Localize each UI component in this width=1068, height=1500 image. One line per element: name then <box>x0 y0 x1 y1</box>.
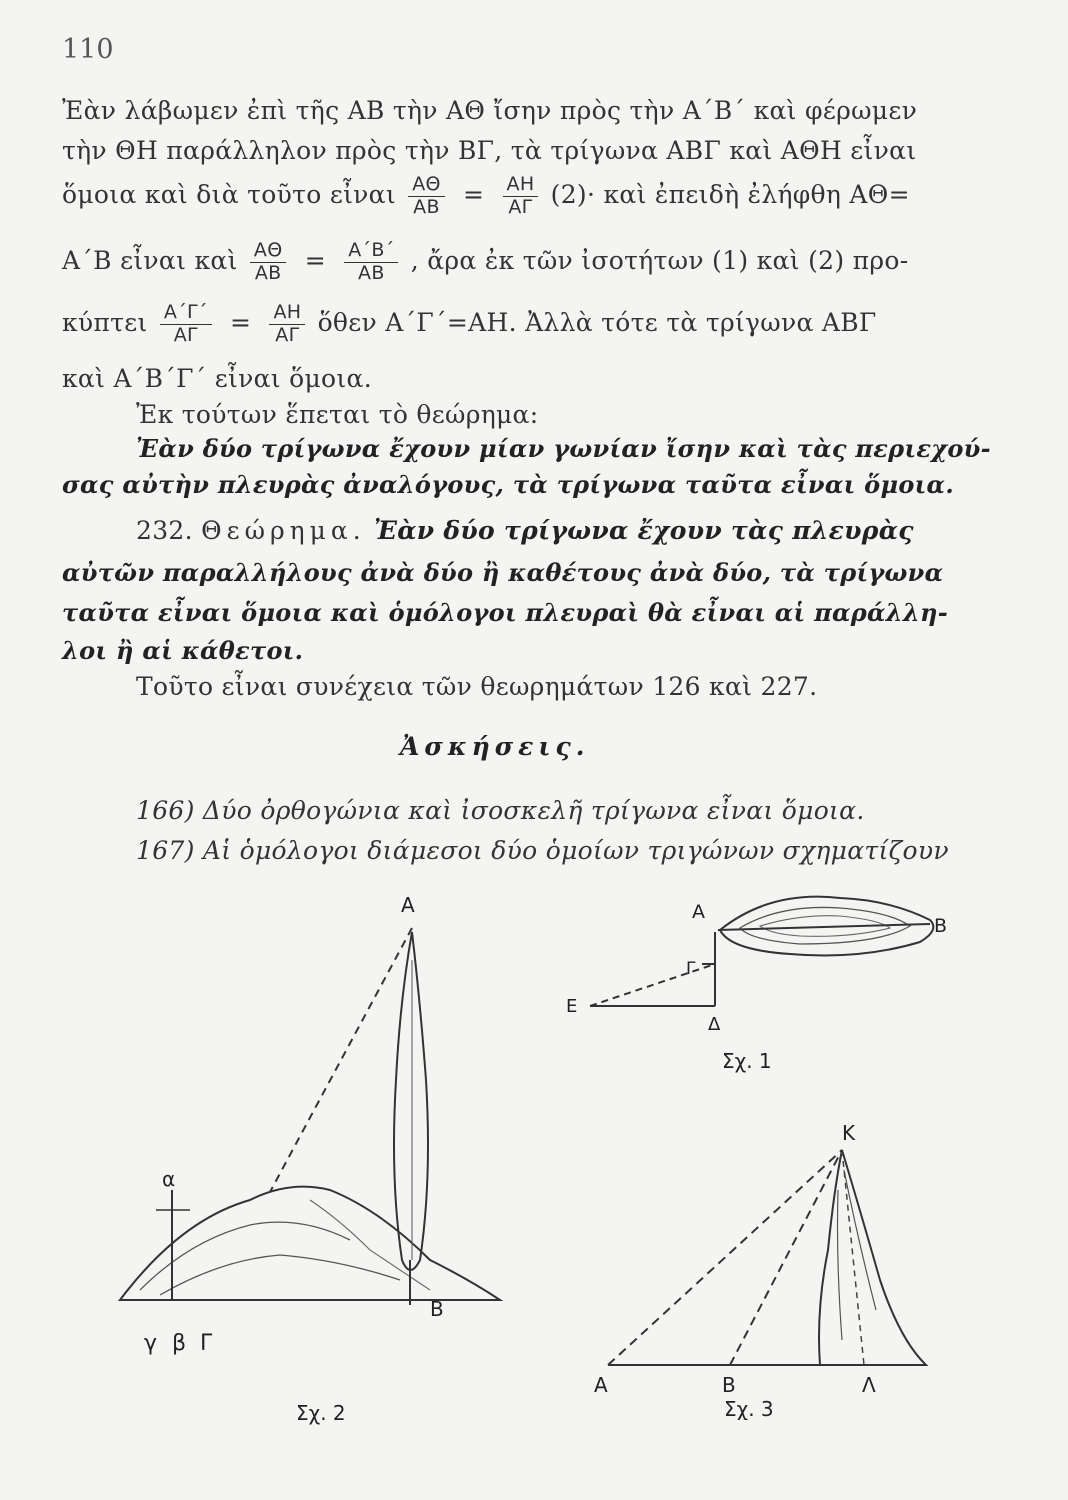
figure-3-peak <box>580 1110 980 1420</box>
para1-line1: Ἐὰν λάβωμεν ἐπὶ τῆς ΑΒ τὴν ΑΘ ἴσην πρὸς τὴν Α΄Β΄ καὶ φέρωμεν <box>62 96 918 125</box>
label-Gamma: Γ <box>686 959 696 979</box>
continuation-text: Τοῦτο εἶναι συνέχεια τῶν θεωρημάτων 126 καὶ 227. <box>136 672 818 701</box>
para1-line6: καὶ Α΄Β΄Γ΄ εἶναι ὅμοια. <box>62 364 372 393</box>
frac-num: Α΄Β΄ <box>344 240 398 263</box>
line-AB <box>718 924 930 930</box>
cypress-tree <box>394 932 428 1270</box>
equals-sign: = <box>304 245 326 275</box>
label-K: K <box>842 1121 856 1145</box>
label-B: B <box>934 915 948 937</box>
label-Gamma: Γ <box>200 1331 213 1356</box>
fraction-ah-ag-2 <box>269 302 305 347</box>
sight-line-E <box>590 964 715 1006</box>
para1-line5-end: ὅθεν Α΄Γ΄=ΑΗ. Ἀλλὰ τότε τὰ τρίγωνα ΑΒΓ <box>317 307 877 337</box>
label-Delta: Δ <box>708 1014 721 1035</box>
label-Lambda: Λ <box>862 1373 876 1397</box>
frac-num: ΑΗ <box>503 174 539 197</box>
label-A: A <box>692 901 705 923</box>
label-B: B <box>430 1297 444 1321</box>
para1-line3-start: ὅμοια καὶ διὰ τοῦτο εἶναι <box>62 179 396 209</box>
frac-num: ΑΘ <box>408 174 445 197</box>
label-A: A <box>401 893 415 917</box>
theorem232-line4: λοι ἢ αἱ κάθετοι. <box>62 636 304 665</box>
fraction-ath-ab-2 <box>250 240 287 285</box>
peak-shading <box>844 1170 876 1310</box>
exercises-heading: Ἀσκήσεις. <box>400 732 590 761</box>
theorem232-line1 <box>136 516 914 545</box>
peak-shading <box>838 1190 843 1340</box>
frac-den: ΑΒ <box>254 261 282 284</box>
fraction-ath-ab <box>408 174 445 219</box>
theorem-intro: Ἐκ τούτων ἕπεται τὸ θεώρημα: <box>136 400 539 429</box>
hill-outline <box>120 1187 500 1300</box>
figure-3-caption: Σχ. 3 <box>724 1397 774 1420</box>
para1-line3-end: (2)· καὶ ἐπειδὴ ἐλήφθη ΑΘ= <box>550 179 910 209</box>
para1-line4 <box>62 240 908 285</box>
frac-den: ΑΓ <box>173 323 198 346</box>
sight-line-B <box>730 1150 842 1365</box>
frac-num: ΑΘ <box>250 240 287 263</box>
theorem232-line3: ταῦτα εἶναι ὅμοια καὶ ὁμόλογοι πλευραὶ θὰ εἶναι αἱ παράλλη- <box>62 598 949 627</box>
exercise-166: 166) Δύο ὀρθογώνια καὶ ἰσοσκελῆ τρίγωνα εἶναι ὅμοια. <box>136 796 865 825</box>
sight-line-A <box>608 1150 842 1365</box>
para1-line5 <box>62 302 877 347</box>
frac-num: Α΄Γ΄ <box>160 302 212 325</box>
equals-sign: = <box>229 307 252 337</box>
frac-den: ΑΓ <box>275 323 300 346</box>
para1-line2: τὴν ΘΗ παράλληλον πρὸς τὴν ΒΓ, τὰ τρίγωνα ΑΒΓ καὶ ΑΘΗ εἶναι <box>62 136 917 165</box>
theorem1-line1: Ἐὰν δύο τρίγωνα ἔχουν μίαν γωνίαν ἴσην καὶ τὰς περιεχού- <box>136 434 991 463</box>
label-B: B <box>722 1373 736 1397</box>
frac-den: ΑΓ <box>508 195 533 218</box>
para1-line4-end: , ἄρα ἐκ τῶν ἰσοτήτων (1) καὶ (2) προ- <box>410 245 909 275</box>
frac-den: ΑΒ <box>413 195 440 218</box>
fraction-ah-ag <box>503 174 539 219</box>
theorem232-number: 232. <box>136 516 193 545</box>
figure-2-caption: Σχ. 2 <box>296 1401 346 1425</box>
exercise-167: 167) Αἱ ὁμόλογοι διάμεσοι δύο ὁμοίων τριγώνων σχηματίζουν <box>136 836 949 865</box>
label-beta: β <box>172 1331 187 1356</box>
equals-sign: = <box>463 179 485 209</box>
frac-den: ΑΒ <box>358 261 385 284</box>
theorem232-label: Θεώρημα. <box>201 516 366 545</box>
figure-1-lake <box>550 880 970 1080</box>
theorem1-line2: σας αὐτὴν πλευρὰς ἀναλόγους, τὰ τρίγωνα ταῦτα εἶναι ὅμοια. <box>62 470 954 499</box>
fraction-apgp-ag <box>160 302 212 347</box>
peak-outline <box>819 1150 926 1365</box>
figure-2-hill-cypress <box>100 880 520 1440</box>
peak-height-line <box>842 1150 864 1365</box>
theorem232-text-line1: Ἐὰν δύο τρίγωνα ἔχουν τὰς πλευρὰς <box>373 516 914 545</box>
label-A: A <box>594 1373 608 1397</box>
fraction-apbp-ab <box>344 240 398 285</box>
theorem232-line2: αὐτῶν παραλλήλους ἀνὰ δύο ἢ καθέτους ἀνὰ δύο, τὰ τρίγωνα <box>62 558 944 587</box>
para1-line3 <box>62 174 910 219</box>
para1-line5-start: κύπτει <box>62 307 148 337</box>
sight-line <box>270 928 412 1192</box>
frac-num: ΑΗ <box>269 302 305 325</box>
label-alpha: α <box>162 1167 176 1191</box>
label-gamma: γ <box>144 1331 158 1356</box>
label-E: E <box>566 996 578 1017</box>
figure-1-caption: Σχ. 1 <box>722 1049 772 1073</box>
para1-line4-start: Α΄Β εἶναι καὶ <box>62 245 238 275</box>
hill-shading <box>160 1255 400 1295</box>
page-number: 110 <box>62 34 114 65</box>
